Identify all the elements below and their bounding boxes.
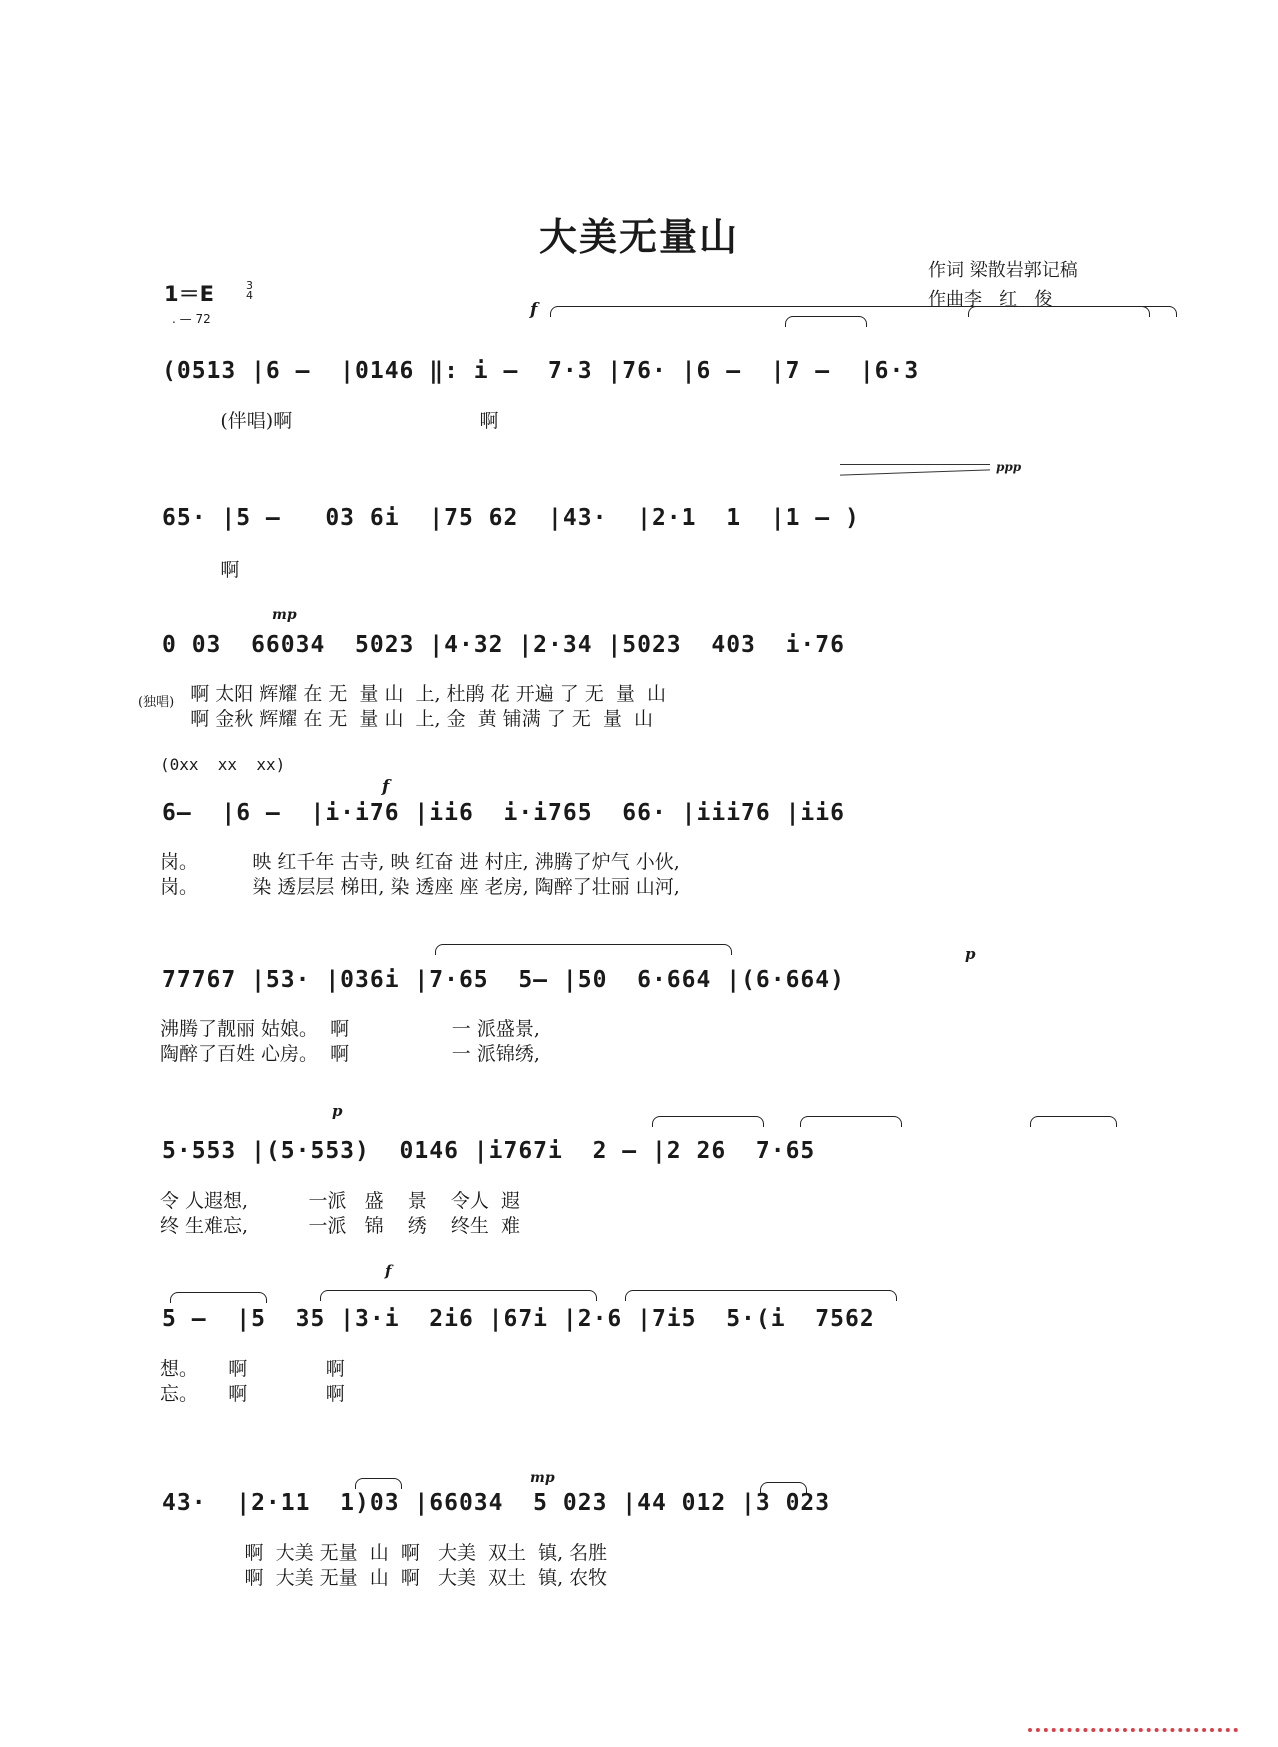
lyrics-line-1: 令 人遐想, 一派 盛 景 令人 遐 bbox=[160, 1190, 520, 1212]
meter-bottom: 4 bbox=[246, 289, 253, 302]
slur-mark bbox=[320, 1290, 597, 1301]
lyricist-credit: 作词 梁散岩郭记稿 bbox=[928, 260, 1078, 281]
lyrics-line-1: 沸腾了靓丽 姑娘。 啊 一 派盛景, bbox=[160, 1018, 540, 1040]
time-signature bbox=[246, 281, 253, 301]
decrescendo-line bbox=[840, 464, 990, 465]
dynamic-mark: mp bbox=[272, 607, 297, 623]
slur-mark bbox=[652, 1116, 764, 1127]
slur-mark bbox=[800, 1116, 902, 1127]
score-system-7 bbox=[0, 1262, 1278, 1412]
dynamic-mark: f bbox=[382, 777, 390, 797]
slur-mark bbox=[170, 1292, 267, 1303]
notation-line: 65· |5 – 03 6i |75 62 |43· |2·1 1 |1 – ) bbox=[162, 505, 860, 531]
lyrics-line-1: (伴唱)啊 啊 bbox=[160, 410, 499, 432]
notation-line: 43· |2·11 1)03 |66034 5 023 |44 012 |3 023 bbox=[162, 1490, 831, 1516]
footer-decoration bbox=[1028, 1728, 1238, 1736]
lyrics-line-2: 忘。 啊 啊 bbox=[160, 1383, 345, 1405]
score-system-3 bbox=[0, 607, 1278, 757]
notation-line: 0 03 66034 5023 |4·32 |2·34 |5023 403 i·76 bbox=[162, 632, 845, 658]
slur-mark bbox=[625, 1290, 897, 1301]
score-system-5 bbox=[0, 930, 1278, 1080]
notation-line: (0513 |6 – |0146 ‖: i – 7·3 |76· |6 – |7 – |6·3 bbox=[162, 358, 920, 384]
slur-mark bbox=[785, 316, 867, 327]
slur-mark bbox=[1030, 1116, 1117, 1127]
score-system-2 bbox=[0, 460, 1278, 610]
score-system-6 bbox=[0, 1100, 1278, 1250]
composer-credit: 作曲李 红 俊 bbox=[928, 289, 1053, 310]
lyrics-line-2: 终 生难忘, 一派 锦 绣 终生 难 bbox=[160, 1215, 520, 1237]
lyrics-line-1: 啊 大美 无量 山 啊 大美 双土 镇, 名胜 bbox=[160, 1542, 608, 1564]
score-system-8 bbox=[0, 1470, 1278, 1620]
dynamic-mark: f bbox=[530, 300, 538, 320]
lyrics-line-2: 啊 大美 无量 山 啊 大美 双土 镇, 农牧 bbox=[160, 1567, 608, 1589]
score-system-4 bbox=[0, 755, 1278, 905]
dynamic-mark: ppp bbox=[996, 460, 1022, 474]
decrescendo-line bbox=[840, 469, 990, 475]
dynamic-mark: f bbox=[385, 1262, 392, 1280]
dynamic-mark: mp bbox=[530, 1470, 555, 1486]
accompaniment-line: (0xx xx xx) bbox=[160, 755, 286, 774]
meter-top: 3 bbox=[246, 279, 253, 292]
lyrics-line-1: 啊 太阳 辉耀 在 无 量 山 上, 杜鹃 花 开遍 了 无 量 山 bbox=[160, 683, 666, 705]
notation-line: 6– |6 – |i·i76 |ii6 i·i765 66· |iii76 |ii6 bbox=[162, 800, 845, 826]
dynamic-mark: p bbox=[332, 1102, 343, 1120]
lyrics-line-1: 想。 啊 啊 bbox=[160, 1358, 345, 1380]
lyrics-line-2: 岗。 染 透层层 梯田, 染 透座 座 老房, 陶醉了壮丽 山河, bbox=[160, 876, 680, 898]
lyrics-line-1: 啊 bbox=[160, 559, 240, 581]
score-system-1 bbox=[0, 300, 1278, 450]
lyrics-line-2: 陶醉了百姓 心房。 啊 一 派锦绣, bbox=[160, 1043, 540, 1065]
key-signature: 1＝E bbox=[164, 282, 214, 306]
slur-mark bbox=[968, 306, 1150, 317]
slur-mark bbox=[435, 944, 732, 955]
score-title: 大美无量山 bbox=[538, 214, 739, 259]
slur-mark bbox=[355, 1478, 402, 1489]
lyrics-line-1: 岗。 映 红千年 古寺, 映 红奋 进 村庄, 沸腾了炉气 小伙, bbox=[160, 851, 680, 873]
dynamic-mark: p bbox=[965, 945, 976, 963]
lyrics-line-2: 啊 金秋 辉耀 在 无 量 山 上, 金 黄 铺满 了 无 量 山 bbox=[160, 708, 653, 730]
tempo-mark: . — 72 bbox=[172, 312, 211, 326]
notation-line: 5·553 |(5·553) 0146 |i767i 2 – |2 26 7·65 bbox=[162, 1138, 816, 1164]
notation-line: 77767 |53· |036i |7·65 5– |50 6·664 |(6·664) bbox=[162, 967, 845, 993]
solo-marker: (独唱) bbox=[138, 695, 175, 710]
notation-line: 5 – |5 35 |3·i 2i6 |67i |2·6 |7i5 5·(i 7562 bbox=[162, 1306, 875, 1332]
